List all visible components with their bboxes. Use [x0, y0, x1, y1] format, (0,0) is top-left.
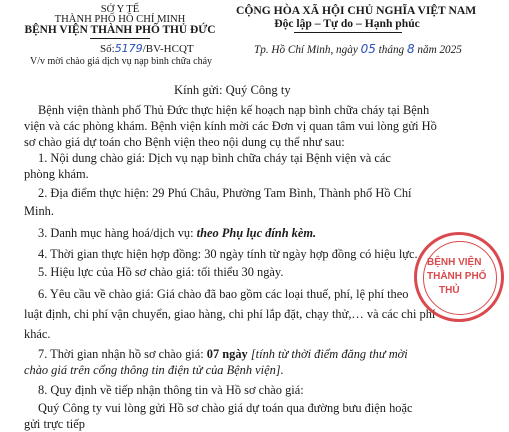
item-3: [38, 225, 316, 241]
number-prefix: Số:: [100, 43, 115, 55]
date-prefix: Tp. Hồ Chí Minh, ngày: [254, 44, 358, 56]
item-1-line-2: phòng khám.: [24, 167, 89, 181]
city-name: THÀNH PHỐ HỒ CHÍ MINH: [54, 14, 186, 25]
date-line: [254, 42, 462, 57]
item-7-note-1: [tính từ thời điểm đăng thư mời: [250, 347, 408, 361]
hospital-name: BỆNH VIỆN THÀNH PHỐ THỦ ĐỨC: [24, 24, 216, 36]
closing-line-2: gửi trực tiếp: [24, 417, 85, 431]
item-7-days: 07 ngày: [206, 347, 248, 361]
year-text: năm 2025: [417, 44, 462, 56]
closing-line-1: Quý Công ty vui lòng gửi Hồ sơ chào giá dự toán qua đường bưu điện hoặc: [38, 401, 413, 415]
item-3-prefix: 3. Danh mục hàng hoá/dịch vụ:: [38, 226, 194, 240]
intro-line-1: Bệnh viện thành phố Thủ Đức thực hiện kế hoạch nạp bình chữa cháy tại Bệnh: [38, 103, 430, 117]
item-6-line-3: khác.: [24, 327, 51, 341]
item-3-emphasis: theo Phụ lục đính kèm.: [196, 226, 317, 240]
stamp-line-3: THỦ: [439, 285, 460, 296]
official-stamp: [414, 232, 504, 322]
month-label: tháng: [378, 44, 405, 56]
item-5: 5. Hiệu lực của Hồ sơ chào giá: tối thiểu 30 ngày.: [38, 265, 284, 279]
header-right-underline: [294, 32, 402, 33]
greeting: Kính gửi: Quý Công ty: [174, 83, 291, 97]
document-number: [100, 43, 194, 55]
item-2-line-2: Minh.: [24, 204, 54, 218]
nation-title: CỘNG HÒA XÃ HỘI CHỦ NGHĨA VIỆT NAM: [236, 4, 477, 17]
stamp-line-1: BỆNH VIỆN: [427, 257, 482, 268]
item-4: 4. Thời gian thực hiện hợp đồng: 30 ngày tính từ ngày hợp đồng có hiệu lực.: [38, 247, 418, 261]
motto: Độc lập – Tự do – Hạnh phúc: [274, 17, 420, 30]
intro-line-3: sơ chào giá dự toán cho Bệnh viện theo nội dung cụ thể như sau:: [24, 135, 345, 149]
handwritten-number: 5179: [114, 42, 143, 55]
item-1-line-1: 1. Nội dung chào giá: Dịch vụ nạp bình chữa cháy tại Bệnh viện và các: [38, 151, 391, 165]
header-left-underline: [90, 38, 150, 39]
item-6-line-2: luật định, chi phí vận chuyển, giao hàng, chi phí lắp đặt, chạy thử,… và các chi phí: [24, 307, 436, 321]
stamp-line-2: THÀNH PHỐ: [427, 271, 487, 282]
item-6-line-1: 6. Yêu cầu về chào giá: Giá chào đã bao gồm các loại thuế, phí, lệ phí theo: [38, 287, 409, 301]
item-7-note-2: chào giá trên cổng thông tin điện tử của Bệnh viện].: [24, 363, 284, 377]
subject-line: V/v mời chào giá dịch vụ nạp bình chữa cháy: [30, 56, 213, 67]
item-7-line-1: [38, 346, 408, 362]
item-8: 8. Quy định về tiếp nhận thông tin và Hồ sơ chào giá:: [38, 383, 304, 397]
intro-line-2: viện và các phòng khám. Bệnh viện kính mời các Đơn vị quan tâm vui lòng gửi Hồ: [24, 119, 437, 133]
handwritten-day: 05: [360, 42, 376, 56]
item-2-line-1: 2. Địa điểm thực hiện: 29 Phú Châu, Phường Tam Bình, Thành phố Hồ Chí: [38, 186, 412, 200]
item-7-prefix: 7. Thời gian nhận hồ sơ chào giá:: [38, 347, 204, 361]
number-suffix: /BV-HCQT: [142, 43, 194, 55]
ministry-name: SỞ Y TẾ: [100, 4, 140, 15]
handwritten-month: 8: [406, 42, 415, 56]
